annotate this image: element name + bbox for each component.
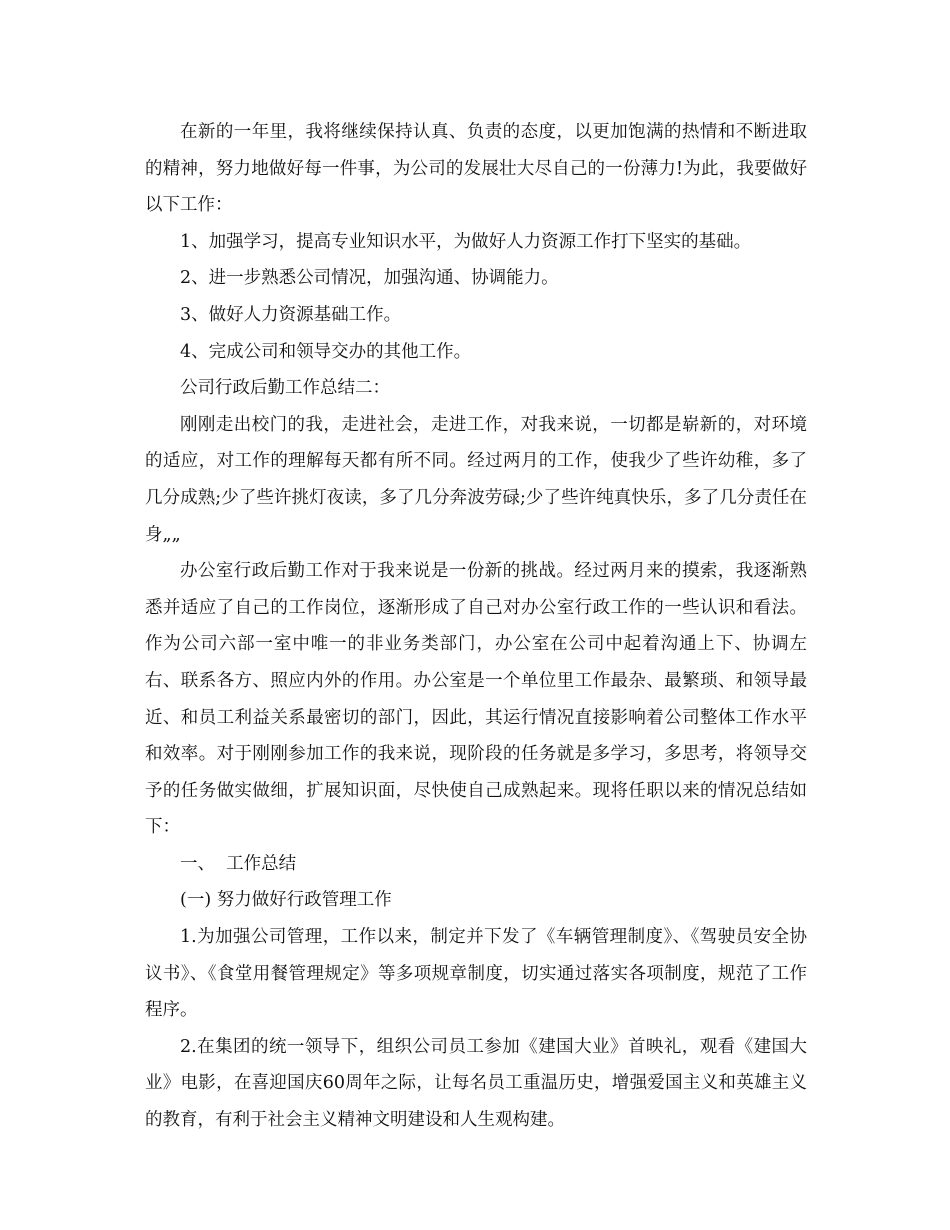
list-item-3: 3、做好人力资源基础工作。	[180, 304, 402, 325]
subheading-admin-management: (一) 努力做好行政管理工作	[180, 890, 392, 911]
list-item-1: 1、加强学习，提高专业知识水平，为做好人力资源工作打下坚实的基础。	[180, 231, 752, 252]
paragraph-office-role: 办公室行政后勤工作对于我来说是一份新的挑战。经过两月来的摸索，我逐渐熟悉并适应了自己的工作岗位，逐渐形成了自己对办公室行政工作的一些认识和看法。作为公司六部一室中唯一的非业务类部门，办公室在公司中起着沟通上下、协调左右、联系各方、照应内外的作用。办公室是一个单位里工作最杂、最繁琐、和领导最近、和员工利益关系最密切的部门，因此，其运行情况直接影响着公司整体工作水平和效率。对于刚刚参加工作的我来说，现阶段的任务就是多学习，多思考，将领导交予的任务做实做细，扩展知识面，尽快使自己成熟起来。现将任职以来的情况总结如下：	[145, 561, 807, 838]
paragraph-reflection: 刚刚走出校门的我，走进社会，走进工作，对我来说，一切都是崭新的，对环境的适应，对工作的理解每天都有所不同。经过两月的工作，使我少了些许幼稚，多了几分成熟;少了些许挑灯夜读，多了几分奔波劳碌;少了些许纯真快乐，多了几分责任在身„„	[145, 414, 807, 545]
heading-work-summary: 一、 工作总结	[180, 853, 297, 874]
section-heading-summary-two: 公司行政后勤工作总结二：	[180, 378, 390, 399]
list-item-4: 4、完成公司和领导交办的其他工作。	[180, 341, 472, 362]
list-item-2: 2、进一步熟悉公司情况，加强沟通、协调能力。	[180, 268, 559, 289]
paragraph-item-management: 1.为加强公司管理，工作以来，制定并下发了《车辆管理制度》、《驾驶员安全协议书》、《食堂用餐管理规定》等多项规章制度，切实通过落实各项制度，规范了工作程序。	[145, 927, 807, 1021]
paragraph-intro: 在新的一年里，我将继续保持认真、负责的态度，以更加饱满的热情和不断进取的精神，努力地做好每一件事，为公司的发展壮大尽自己的一份薄力!为此，我要做好以下工作：	[145, 122, 807, 216]
document-body	[145, 114, 807, 1139]
paragraph-item-event: 2.在集团的统一领导下，组织公司员工参加《建国大业》首映礼，观看《建国大业》电影，在喜迎国庆60周年之际，让每名员工重温历史，增强爱国主义和英雄主义的教育，有利于社会主义精神文明建设和人生观构建。	[145, 1036, 807, 1131]
